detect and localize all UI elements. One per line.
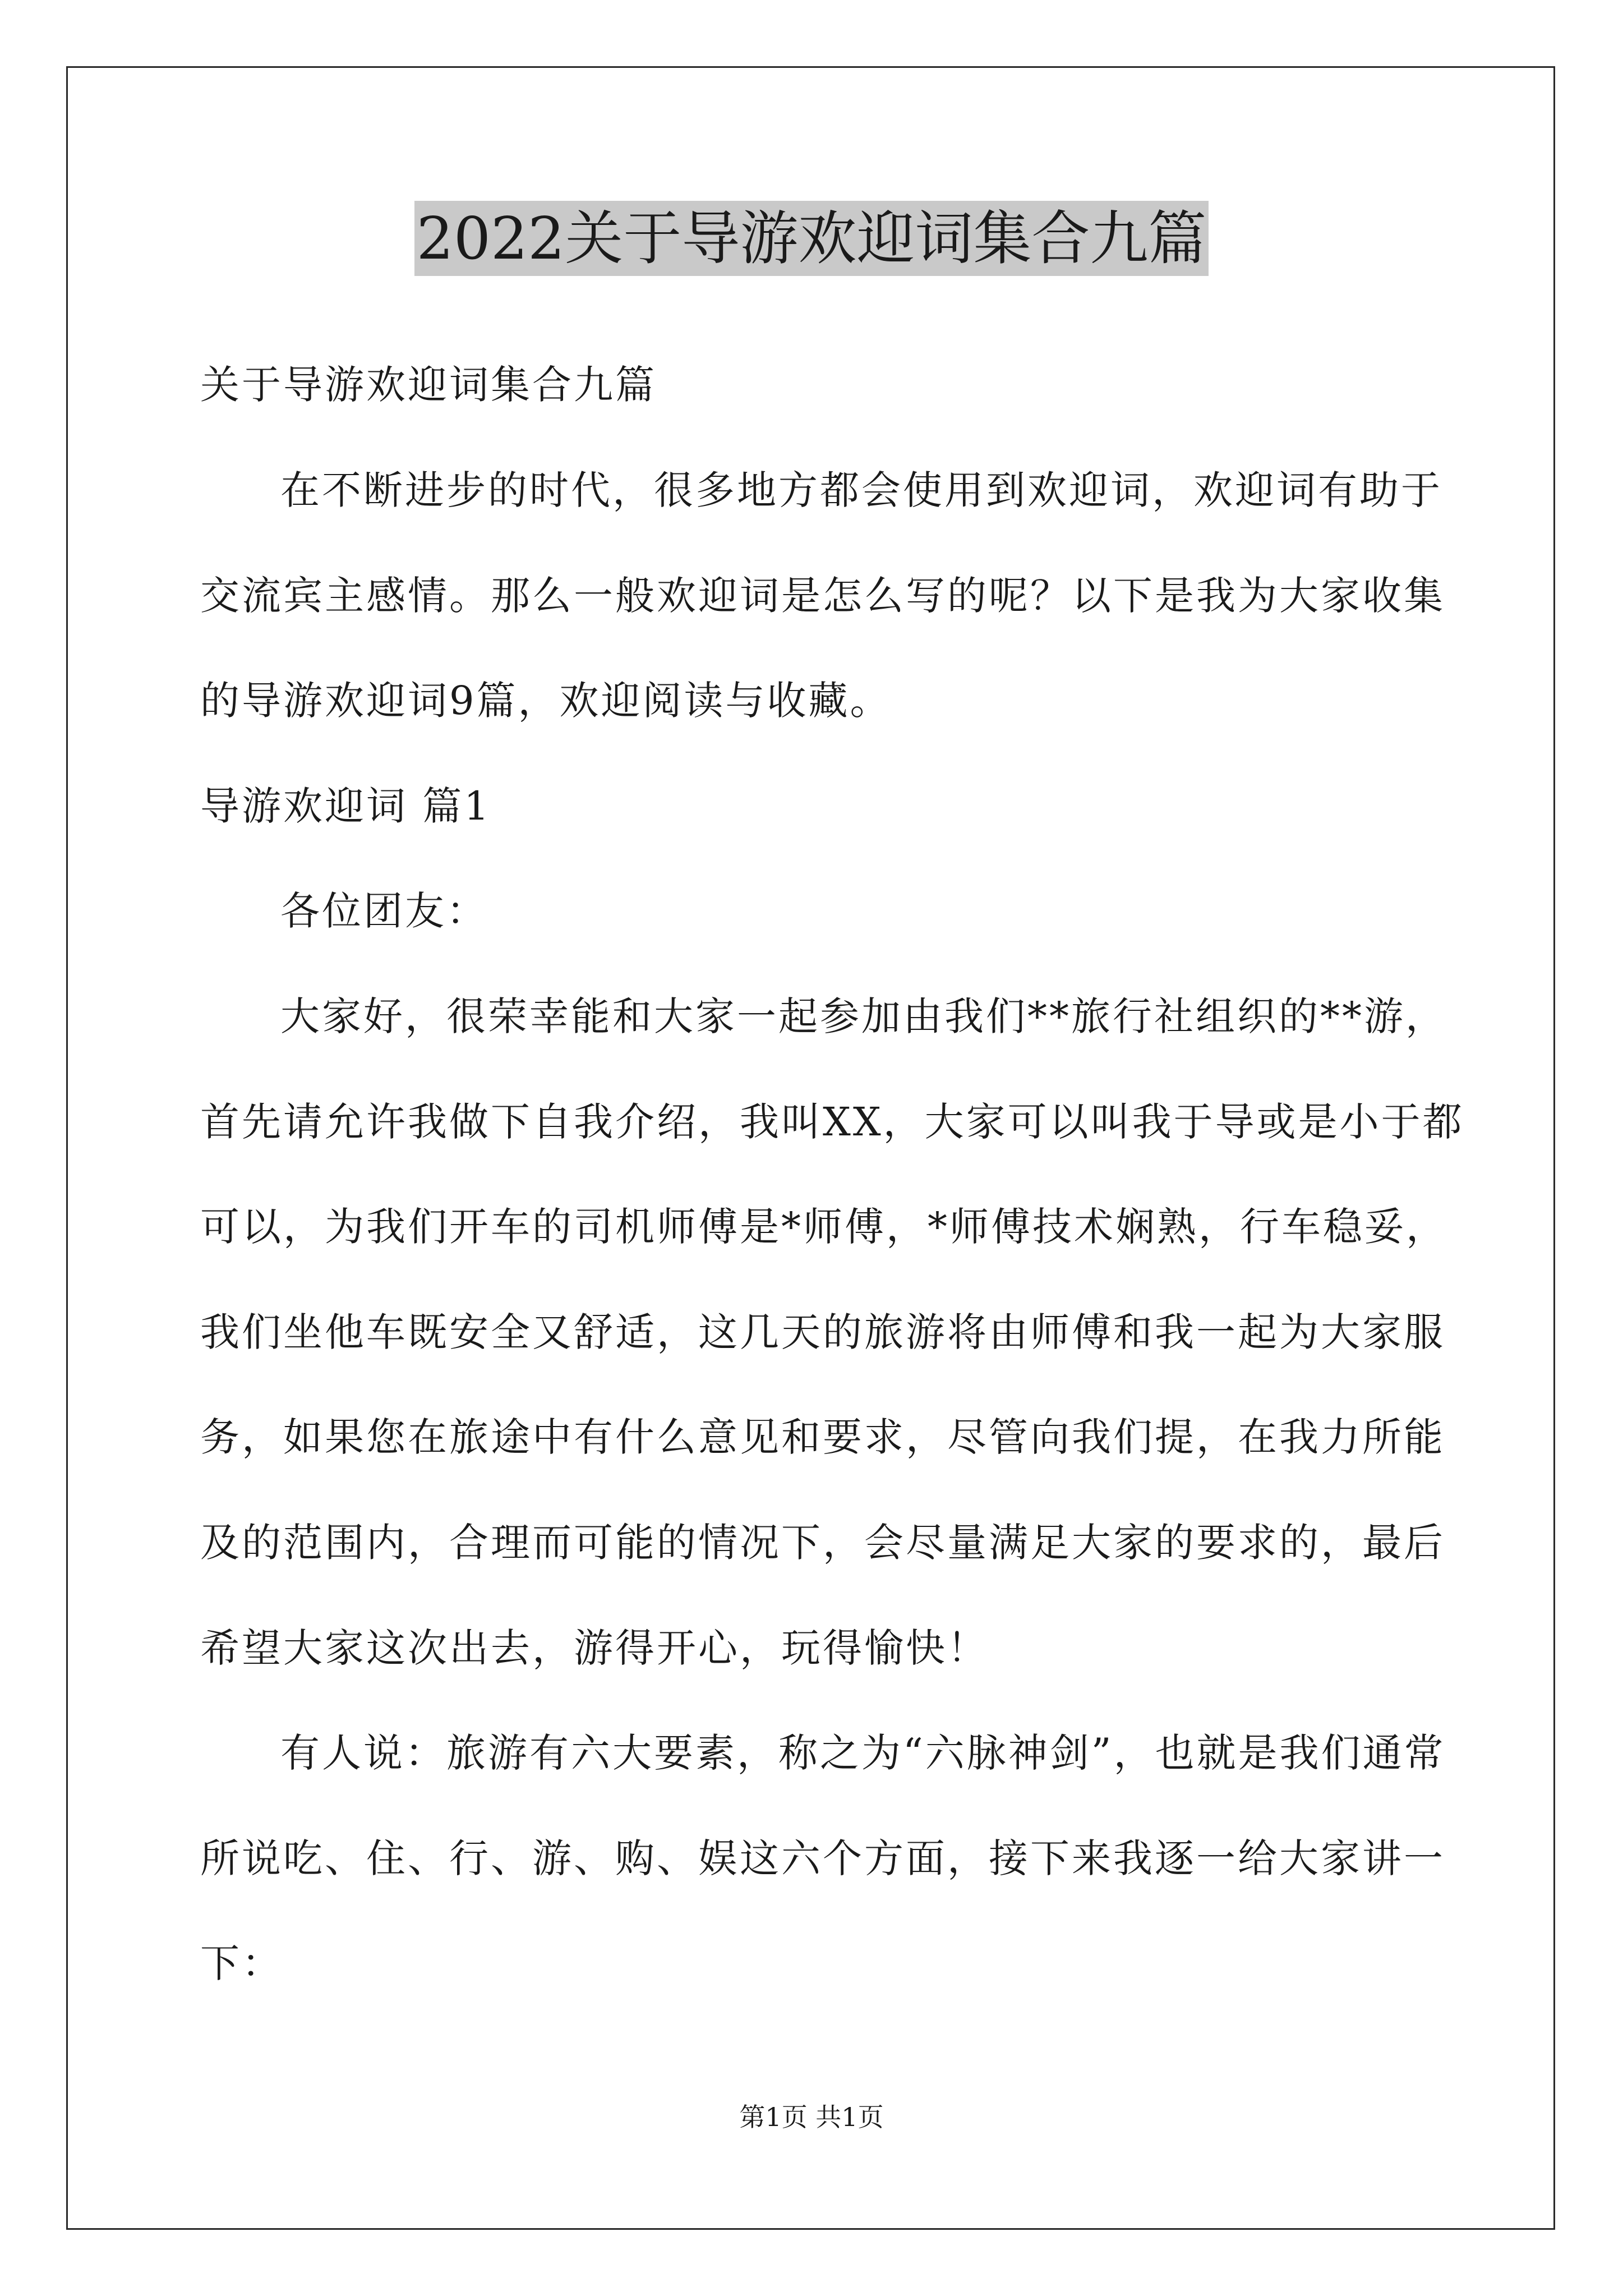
section-heading: 导游欢迎词 篇1 [200,783,491,829]
body-line-5: 务，如果您在旅途中有什么意见和要求，尽管向我们提，在我力所能 [200,1414,1445,1460]
document-title-text: 2022关于导游欢迎词集合九篇 [414,201,1209,276]
body-line-3: 可以，为我们开车的司机师傅是*师傅，*师傅技术娴熟，行车稳妥， [200,1204,1447,1250]
salutation: 各位团友： [280,888,488,934]
intro-line-3: 的导游欢迎词9篇，欢迎阅读与收藏。 [200,678,892,724]
document-title [0,199,1623,278]
body-line-7: 希望大家这次出去，游得开心，玩得愉快！ [200,1625,989,1671]
document-subtitle: 关于导游欢迎词集合九篇 [200,362,657,408]
body-line-2: 首先请允许我做下自我介绍，我叫XX，大家可以叫我于导或是小于都 [200,1099,1464,1145]
intro-line-1: 在不断进步的时代，很多地方都会使用到欢迎词，欢迎词有助于 [280,467,1442,513]
body-line-4: 我们坐他车既安全又舒适，这几天的旅游将由师傅和我一起为大家服 [200,1309,1445,1355]
body-line-10: 下： [200,1940,283,1986]
page-number: 第1页 共1页 [739,2102,884,2132]
body-line-6: 及的范围内，合理而可能的情况下，会尽量满足大家的要求的，最后 [200,1520,1445,1566]
body-line-9: 所说吃、住、行、游、购、娱这六个方面，接下来我逐一给大家讲一 [200,1835,1445,1881]
body-line-8: 有人说：旅游有六大要素，称之为“六脉神剑”，也就是我们通常 [280,1730,1446,1776]
body-line-1: 大家好，很荣幸能和大家一起参加由我们**旅行社组织的**游， [280,993,1447,1039]
intro-line-2: 交流宾主感情。那么一般欢迎词是怎么写的呢？以下是我为大家收集 [200,573,1445,619]
